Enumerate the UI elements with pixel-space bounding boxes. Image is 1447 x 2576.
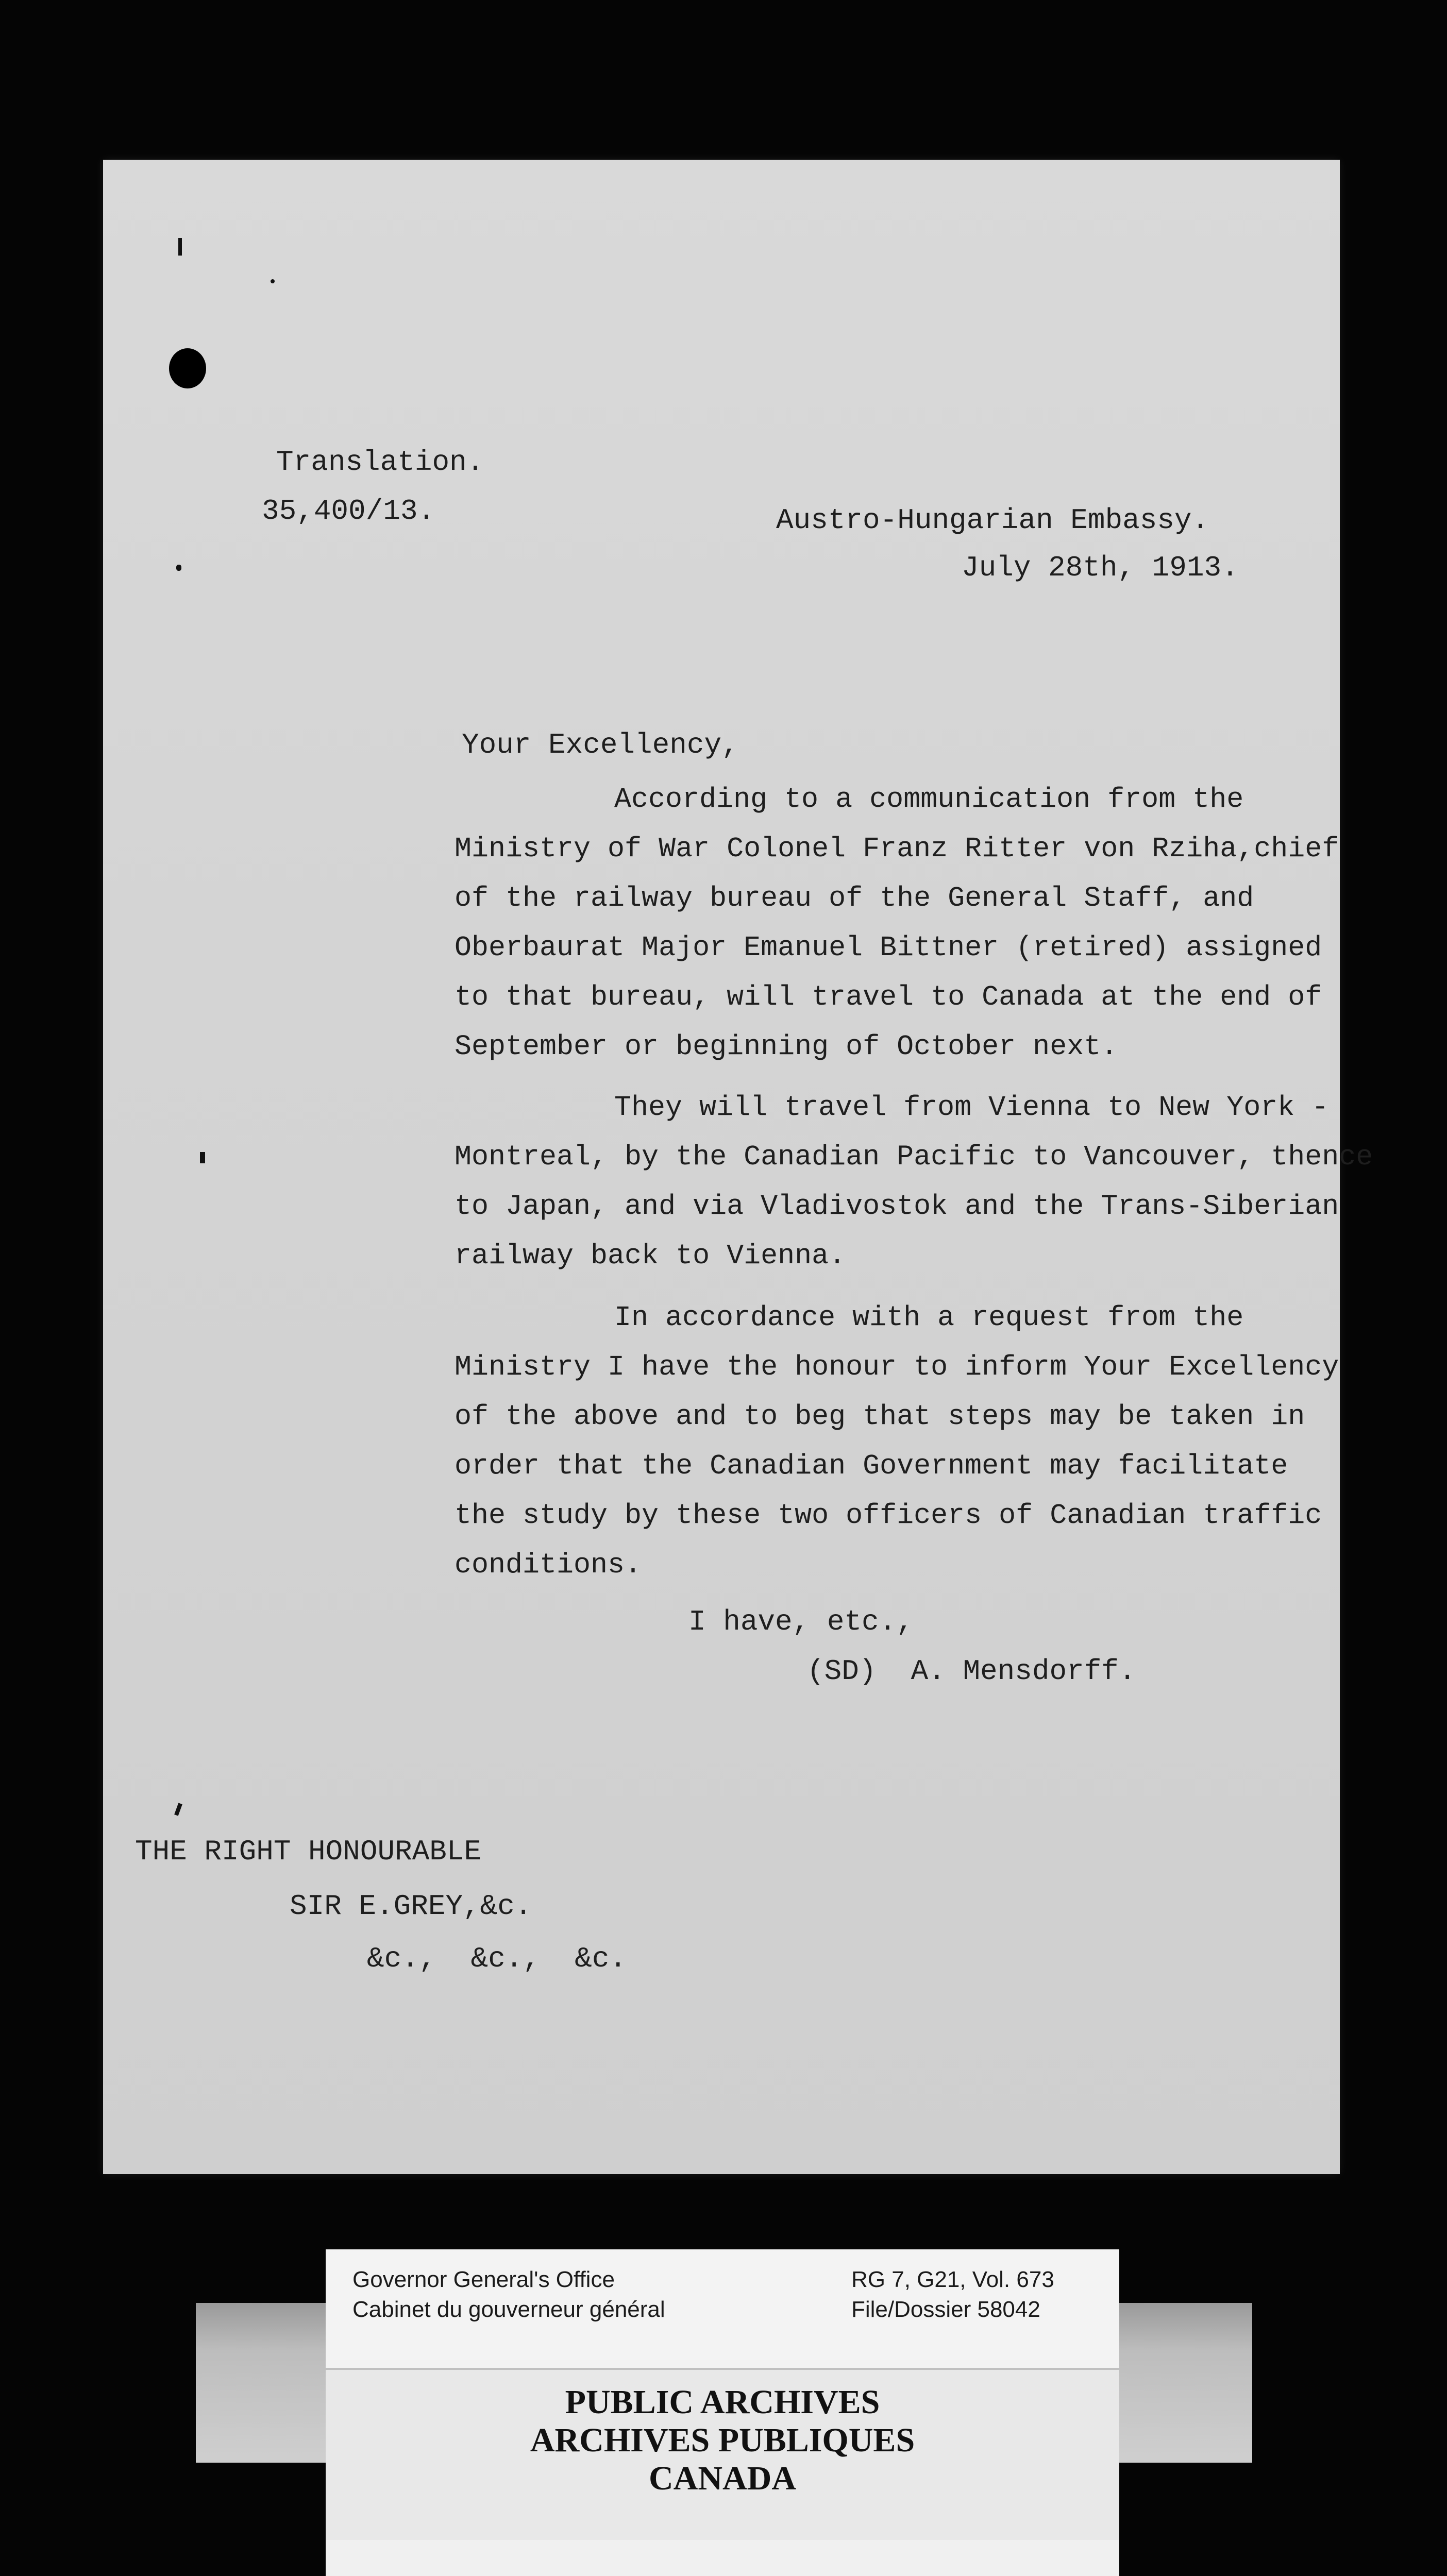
signature: (SD) A. Mensdorff. — [807, 1655, 1136, 1688]
body-line: Montreal, by the Canadian Pacific to Vancouver, thence — [455, 1141, 1373, 1173]
body-line: railway back to Vienna. — [455, 1240, 846, 1272]
body-line: the study by these two officers of Canadian traffic — [455, 1499, 1322, 1532]
body-line: Ministry I have the honour to inform Your Excellency — [455, 1351, 1339, 1383]
file-number: File/Dossier 58042 — [851, 2297, 1040, 2322]
stamp-line-3: CANADA — [649, 2460, 796, 2497]
addressee-line-1: THE RIGHT HONOURABLE — [135, 1835, 482, 1868]
body-line: In accordance with a request from the — [614, 1301, 1244, 1334]
office-name-en: Governor General's Office — [352, 2267, 615, 2292]
body-line: order that the Canadian Government may facilitate — [455, 1450, 1288, 1482]
salutation: Your Excellency, — [462, 728, 739, 761]
body-line: Ministry of War Colonel Franz Ritter von Rziha,chief — [455, 833, 1339, 865]
body-line: to Japan, and via Vladivostok and the Trans-Siberian — [455, 1190, 1339, 1223]
translation-label: Translation. — [276, 446, 484, 479]
stamp-line-2: ARCHIVES PUBLIQUES — [530, 2421, 915, 2459]
embassy-name: Austro-Hungarian Embassy. — [776, 504, 1209, 537]
public-archives-stamp — [326, 2370, 1119, 2540]
margin-mark — [200, 1152, 205, 1163]
office-name-fr: Cabinet du gouverneur général — [352, 2297, 665, 2322]
body-line: Oberbaurat Major Emanuel Bittner (retired) assigned — [455, 931, 1322, 964]
margin-mark — [176, 565, 181, 571]
body-line: to that bureau, will travel to Canada at the end of — [455, 981, 1322, 1013]
addressee-line-2: SIR E.GREY,&c. — [290, 1890, 532, 1923]
margin-mark — [178, 238, 182, 256]
body-line: They will travel from Vienna to New York - — [614, 1091, 1329, 1124]
archive-reference-label — [326, 2249, 1119, 2368]
stamp-line-1: PUBLIC ARCHIVES — [565, 2383, 880, 2421]
body-line: September or beginning of October next. — [455, 1030, 1118, 1063]
body-line: conditions. — [455, 1549, 642, 1581]
body-line: According to a communication from the — [614, 783, 1244, 816]
bottom-strip — [326, 2540, 1119, 2576]
reference-number: 35,400/13. — [262, 495, 435, 528]
letter-date: July 28th, 1913. — [962, 551, 1239, 584]
record-group: RG 7, G21, Vol. 673 — [851, 2267, 1054, 2292]
body-line: of the above and to beg that steps may be taken in — [455, 1400, 1305, 1433]
punch-hole — [169, 348, 206, 388]
body-line: of the railway bureau of the General Staff, and — [455, 882, 1254, 914]
closing: I have, etc., — [688, 1605, 914, 1638]
margin-mark — [271, 279, 275, 283]
addressee-line-3: &c., &c., &c. — [367, 1942, 627, 1975]
